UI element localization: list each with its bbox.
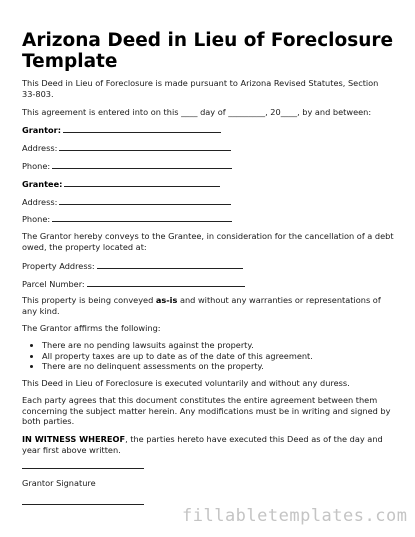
grantee-address-blank[interactable]	[59, 196, 231, 205]
list-item: • All property taxes are up to date as of the date of this agreement.	[42, 351, 394, 362]
conveyance-paragraph: The Grantor hereby conveys to the Grantee, in consideration for the cancellation of a debt owed, the property located at:	[22, 231, 394, 252]
witness-bold-text: IN WITNESS WHEREOF	[22, 434, 126, 444]
grantee-phone-label: Phone:	[22, 214, 51, 224]
grantee-address-label: Address:	[22, 197, 58, 207]
affirmations-list	[22, 340, 394, 372]
as-is-bold-text: as-is	[155, 295, 178, 305]
grantee-label: Grantee:	[22, 179, 63, 189]
witness-paragraph	[22, 434, 394, 455]
parcel-number-label: Parcel Number:	[22, 279, 85, 289]
grantor-address-field	[22, 142, 231, 154]
grantor-signature-label: Grantor Signature	[22, 478, 96, 488]
grantor-name-blank[interactable]	[63, 124, 221, 133]
entire-agreement-paragraph: Each party agrees that this document constitutes the entire agreement between them concerning the subject matter herein. Any modifications must be in writing and signed by both parties.	[22, 395, 391, 427]
affirms-heading: The Grantor affirms the following:	[22, 323, 161, 333]
grantor-address-label: Address:	[22, 143, 58, 153]
intro-paragraph: This Deed in Lieu of Foreclosure is made pursuant to Arizona Revised Statutes, Section 33-803.	[22, 78, 379, 99]
grantor-label: Grantor:	[22, 125, 61, 135]
grantee-address-field	[22, 196, 231, 208]
as-is-post-text: and without any warranties or representations of any kind.	[22, 295, 381, 316]
document-title: Arizona Deed in Lieu of Foreclosure Template	[22, 30, 394, 72]
grantor-name-field	[22, 124, 221, 136]
grantor-phone-blank[interactable]	[52, 160, 232, 169]
grantor-phone-label: Phone:	[22, 161, 51, 171]
voluntary-paragraph: This Deed in Lieu of Foreclosure is executed voluntarily and without any duress.	[22, 378, 350, 388]
date-line: This agreement is entered into on this ____ day of _________, 20____, by and between:	[22, 107, 372, 117]
grantee-name-field	[22, 178, 220, 190]
grantor-signature-line[interactable]	[22, 468, 144, 469]
second-signature-line[interactable]	[22, 504, 144, 505]
grantor-phone-field	[22, 160, 232, 172]
grantee-phone-blank[interactable]	[52, 213, 232, 222]
list-item: • There are no delinquent assessments on the property.	[42, 361, 394, 372]
grantee-name-blank[interactable]	[64, 178, 220, 187]
parcel-number-blank[interactable]	[87, 278, 245, 287]
as-is-pre-text: This property is being conveyed	[22, 295, 156, 305]
grantor-address-blank[interactable]	[59, 142, 231, 151]
witness-rest-text: , the parties hereto have executed this Deed as of the day and year first above written.	[22, 434, 383, 455]
property-address-label: Property Address:	[22, 261, 95, 271]
watermark-text: fillabletemplates.com	[182, 506, 408, 526]
as-is-paragraph	[22, 295, 394, 316]
property-address-field	[22, 260, 243, 272]
property-address-blank[interactable]	[97, 260, 243, 269]
grantee-phone-field	[22, 213, 232, 225]
parcel-number-field	[22, 278, 245, 290]
list-item: • There are no pending lawsuits against the property.	[42, 340, 394, 351]
